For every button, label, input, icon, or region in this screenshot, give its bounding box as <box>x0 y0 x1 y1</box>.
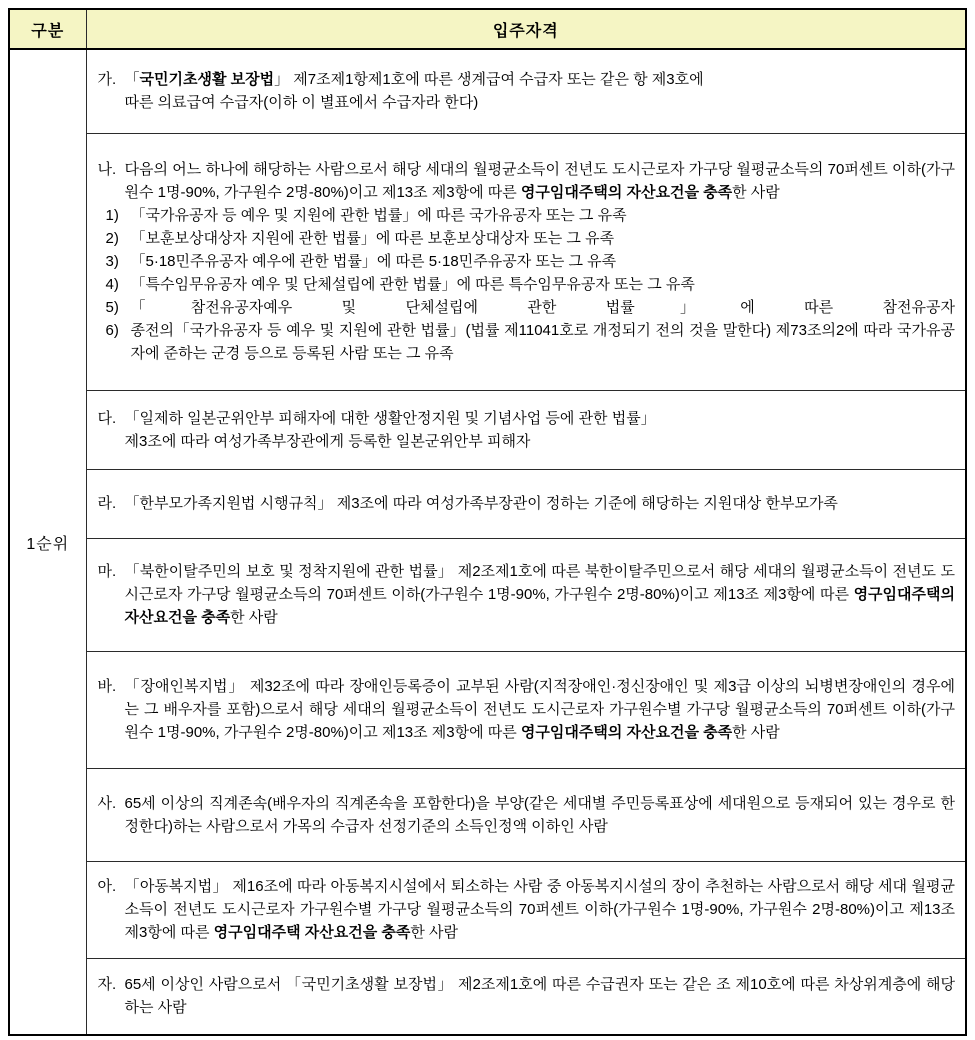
eligibility-table <box>8 8 967 1036</box>
sub-item <box>106 250 956 273</box>
rank-cell: 1순위 <box>9 49 86 1035</box>
qualification-cell-ja <box>86 958 966 1035</box>
sub-item-marker: 3) <box>105 253 119 270</box>
sub-item-text: 종전의「국가유공자 등 예우 및 지원에 관한 법률」(법률 제11041호로 개정되기 전의 것을 말한다) 제73조의2에 따라 국가유공자에 준하는 군경 등으로 등록된 사람 또는 그 유족 <box>130 322 955 362</box>
item-text <box>105 158 956 365</box>
table-row-na <box>9 133 966 390</box>
item-text <box>125 875 956 944</box>
table-header-row <box>9 9 966 49</box>
item-marker: 가. <box>97 71 117 89</box>
qualification-cell-na <box>86 133 966 390</box>
text-line: 「북한이탈주민의 보호 및 정착지원에 관한 법률」 제2조제1호에 따른 북한이탈주민으로서 해당 세대의 월평균소득이 전년도 도시근로자 가구당 월평균소득의 70퍼센트 이하(가구원수 1명-90%, 가구원수 2명-80%)이고 제13조 제3항에 따른 영구임대주택의 자산요건을 충족한 사람 <box>124 563 955 626</box>
sub-item <box>106 204 956 227</box>
item-marker: 나. <box>97 161 117 178</box>
qualification-cell-da <box>86 390 966 469</box>
qualification-cell-sa <box>86 768 966 861</box>
sub-item-text: 「특수임무유공자 예우 및 단체설립에 관한 법률」에 따른 특수임무유공자 또는 그 유족 <box>130 276 695 293</box>
table-row-ja <box>9 958 966 1035</box>
sub-item <box>106 227 956 250</box>
item-marker: 다. <box>97 409 117 427</box>
qualification-cell-a <box>86 861 966 958</box>
qualification-cell-ra <box>86 469 966 538</box>
qualification-cell-ma <box>86 538 966 651</box>
text-line: 65세 이상의 직계존속(배우자의 직계존속을 포함한다)을 부양(같은 세대별 주민등록표상에 세대원으로 등재되어 있는 경우로 한정한다)하는 사람으로서 가목의 수급자 선정기준의 소득인정액 이하인 사람 <box>124 794 955 835</box>
table-row-sa <box>9 768 966 861</box>
text-line: 「아동복지법」 제16조에 따라 아동복지시설에서 퇴소하는 사람 중 아동복지시설의 장이 추천하는 사람으로서 해당 세대 월평균소득이 전년도 도시근로자 가구원수별 가구당 월평균소득의 70퍼센트 이하(가구원수 1명-90%, 가구원수 2명-80%)이고 제13조제3항에 따른 영구임대주택 자산요건을 충족한 사람 <box>124 878 955 941</box>
sub-item <box>106 319 956 365</box>
item-marker: 바. <box>97 678 117 695</box>
table-row-ra <box>9 469 966 538</box>
sub-item-list <box>106 204 956 365</box>
item-text <box>125 792 956 838</box>
text-line: 65세 이상인 사람으로서 「국민기초생활 보장법」 제2조제1호에 따른 수급권자 또는 같은 조 제10호에 따른 차상위계층에 해당하는 사람 <box>124 976 955 1017</box>
text-line: 「한부모가족지원법 시행규칙」 제3조에 따라 여성가족부장관이 정하는 기준에 해당하는 지원대상 한부모가족 <box>124 495 838 512</box>
item-text <box>125 68 956 114</box>
item-text <box>125 492 956 515</box>
table-row-ba <box>9 651 966 768</box>
text-line: 「일제하 일본군위안부 피해자에 대한 생활안정지원 및 기념사업 등에 관한 법률」 <box>124 409 656 427</box>
table-row-ma <box>9 538 966 651</box>
item-text <box>125 407 956 453</box>
sub-item-marker: 6) <box>105 322 119 339</box>
sub-item-text: 「보훈보상대상자 지원에 관한 법률」에 따른 보훈보상대상자 또는 그 유족 <box>130 230 615 247</box>
text-line: 제3조에 따라 여성가족부장관에게 등록한 일본군위안부 피해자 <box>124 432 531 450</box>
table-row-da <box>9 390 966 469</box>
item-text <box>125 973 956 1019</box>
sub-item-marker: 1) <box>105 207 119 224</box>
sub-item-text: 「국가유공자 등 예우 및 지원에 관한 법률」에 따른 국가유공자 또는 그 유족 <box>130 207 627 224</box>
item-marker: 라. <box>97 495 117 512</box>
item-text <box>125 560 956 629</box>
item-marker: 자. <box>97 976 117 994</box>
sub-item-text: 「5·18민주유공자 예우에 관한 법률」에 따른 5·18민주유공자 또는 그 유족 <box>130 253 617 270</box>
table-row-ga <box>9 49 966 133</box>
sub-item-marker: 2) <box>105 230 119 247</box>
sub-item <box>106 296 956 319</box>
header-cell-category: 구분 <box>9 9 86 49</box>
qualification-cell-ga <box>86 49 966 133</box>
item-marker: 사. <box>97 794 117 812</box>
sub-item <box>106 273 956 296</box>
item-marker: 아. <box>97 878 117 895</box>
sub-item-marker: 4) <box>105 276 119 293</box>
text-line: 다음의 어느 하나에 해당하는 사람으로서 해당 세대의 월평균소득이 전년도 도시근로자 가구당 월평균소득의 70퍼센트 이하(가구원수 1명-90%, 가구원수 2명-80%)이고 제13조 제3항에 따른 영구임대주택의 자산요건을 충족한 사람 <box>124 161 955 201</box>
sub-item-marker: 5) <box>105 299 119 316</box>
qualification-cell-ba <box>86 651 966 768</box>
header-cell-qualification: 입주자격 <box>86 9 966 49</box>
table-row-a <box>9 861 966 958</box>
item-text <box>125 675 956 744</box>
sub-item-text: 「참전유공자예우 및 단체설립에 관한 법률」에 따른 참전유공자 <box>130 299 955 316</box>
text-line: 「국민기초생활 보장법」 제7조제1항제1호에 따른 생계급여 수급자 또는 같은 항 제3호에 <box>124 71 704 89</box>
text-line: 「장애인복지법」 제32조에 따라 장애인등록증이 교부된 사람(지적장애인·정신장애인 및 제3급 이상의 뇌병변장애인의 경우에는 그 배우자를 포함)으로서 해당 세대의 월평균소득이 전년도 도시근로자 가구원수별 가구당 월평균소득의 70퍼센트 이하(가구원수 1명-90%, 가구원수 2명-80%)이고 제13조 제3항에 따른 영구임대주택의 자산요건을 충족한 사람 <box>124 678 955 741</box>
item-marker: 마. <box>97 563 117 580</box>
text-line: 따른 의료급여 수급자(이하 이 별표에서 수급자라 한다) <box>124 94 479 112</box>
